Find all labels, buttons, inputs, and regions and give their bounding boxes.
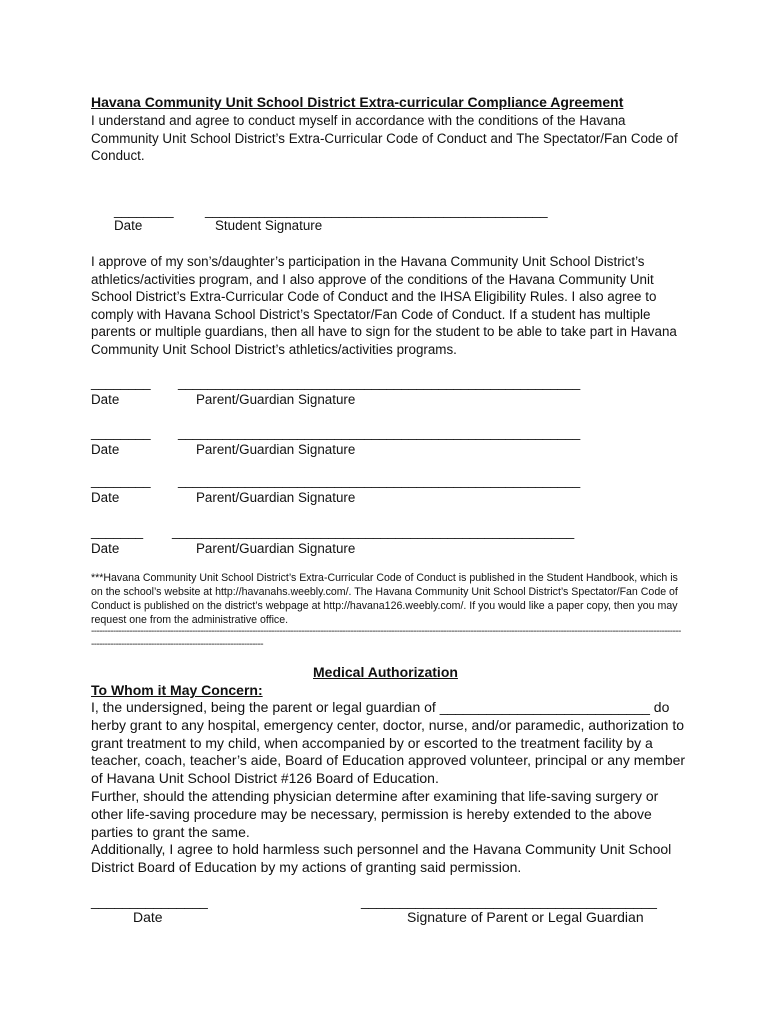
- footnote-text: ***Havana Community Unit School District’s Extra-Curricular Code of Conduct is published in the Student Handbook, which is on the school’s website at http://havanahs.weebly.com/. The Havana Community Unit School District’s Spectator/Fan Code of Conduct is published on the district’s webpage at http://havana126.weebly.com/. If you would like a paper copy, then you may request one from the administrative office.: [91, 572, 678, 626]
- medical-signature-line[interactable]: ______________________________________: [361, 893, 657, 909]
- parent-date-line[interactable]: _______: [91, 524, 144, 539]
- student-date-line[interactable]: ________: [114, 203, 174, 218]
- medical-date-label: Date: [133, 909, 163, 925]
- parent-date-label: Date: [91, 541, 120, 556]
- student-date-label: Date: [114, 218, 143, 233]
- student-signature-label: Student Signature: [215, 218, 323, 233]
- parent-signature-label: Parent/Guardian Signature: [196, 392, 356, 407]
- parent-signature-label: Parent/Guardian Signature: [196, 490, 356, 505]
- parent-date-label: Date: [91, 490, 120, 505]
- parent-date-line[interactable]: ________: [91, 425, 151, 440]
- parent-signature-line[interactable]: ______________________________________________________: [178, 375, 581, 390]
- medical-paragraph-3: Additionally, I agree to hold harmless such personnel and the Havana Community Unit School District Board of Education by my actions of granting said permission.: [91, 841, 672, 875]
- parent-signature-line[interactable]: ______________________________________________________: [178, 473, 581, 488]
- parent-date-line[interactable]: ________: [91, 473, 151, 488]
- parent-date-label: Date: [91, 442, 120, 457]
- parent-signature-line[interactable]: ______________________________________________________: [178, 425, 581, 440]
- parent-date-label: Date: [91, 392, 120, 407]
- parent-signature-label: Parent/Guardian Signature: [196, 442, 356, 457]
- parent-approval-text: I approve of my son’s/daughter’s participation in the Havana Community Unit School District’s athletics/activities program, and I also approve of the conditions of the Havana Community Unit School District’s Extra-Curricular Code of Conduct and the IHSA Eligibility Rules. I also agree to comply with Havana School District’s Spectator/Fan Code of Conduct. If a student has multiple parents or multiple guardians, then all have to sign for the student to be able to take part in Havana Community Unit School District’s athletics/activities programs.: [91, 254, 677, 357]
- medical-paragraph-1: I, the undersigned, being the parent or legal guardian of ___________________________ do herby grant to any hospital, emergency center, doctor, nurse, and/or paramedic, authorization to grant treatment to my child, when accompanied by or escorted to the treatment facility by a teacher, coach, teacher’s aide, Board of Education approved volunteer, principal or any member of Havana Unit School District #126 Board of Education.: [91, 699, 686, 787]
- student-signature-line[interactable]: ______________________________________________: [205, 203, 548, 218]
- parent-date-line[interactable]: ________: [91, 375, 151, 390]
- document-title: Havana Community Unit School District Extra-curricular Compliance Agreement: [91, 94, 624, 110]
- student-agreement-text: I understand and agree to conduct myself in accordance with the conditions of the Havana Community Unit School District’s Extra-Curricular Code of Conduct and The Spectator/Fan Code of Conduct.: [91, 113, 678, 164]
- medical-signature-label: Signature of Parent or Legal Guardian: [407, 909, 644, 925]
- parent-signature-line[interactable]: ______________________________________________________: [172, 524, 575, 539]
- medical-date-line[interactable]: _______________: [91, 893, 208, 909]
- medical-paragraph-2: Further, should the attending physician determine after examining that life-saving surgery or other life-saving procedure may be necessary, permission is hereby extended to the above parties to grant the same.: [91, 788, 659, 840]
- medical-heading: Medical Authorization: [313, 664, 458, 680]
- parent-signature-label: Parent/Guardian Signature: [196, 541, 356, 556]
- section-divider: ---------------------------------------------------------------------------------------------------------------------------------------------------------------------------------------------------------------------------------------------------------------------------------------: [91, 626, 681, 650]
- medical-salutation: To Whom it May Concern:: [91, 682, 263, 698]
